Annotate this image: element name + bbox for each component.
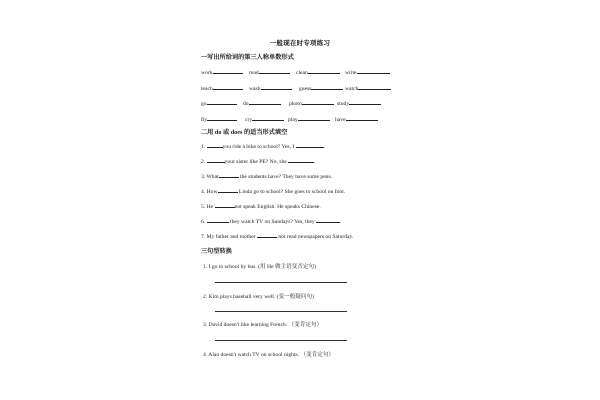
- transform-item-2: [203, 292, 314, 300]
- item-text: your sister like PE? No, she: [224, 159, 287, 165]
- word-teach: teach: [201, 86, 213, 92]
- item-hint: （变肯定句）: [300, 352, 335, 358]
- answer-blank[interactable]: [257, 232, 277, 238]
- page-title: 一般现在时专项练习: [269, 40, 331, 47]
- word-write: write: [345, 70, 357, 76]
- word-clean: clean: [296, 70, 308, 76]
- transform-item-4: [203, 350, 334, 358]
- item-number: 3.: [201, 174, 206, 180]
- word-guess: guess: [299, 86, 312, 92]
- item-number: 4.: [201, 189, 206, 195]
- item-sentence: 2. Kim plays baseball very well.: [203, 294, 276, 300]
- item-punct: .: [323, 144, 326, 150]
- answer-blank[interactable]: [311, 84, 343, 90]
- answer-blank[interactable]: [219, 172, 239, 178]
- answer-blank[interactable]: [357, 68, 390, 74]
- answer-blank[interactable]: [249, 99, 281, 105]
- word-fly: fly: [201, 117, 208, 123]
- fill-item-1: [201, 142, 325, 150]
- item-hint: (变一般疑问句): [276, 294, 314, 300]
- section3-heading: 三句型转换: [201, 248, 232, 255]
- answer-blank[interactable]: [298, 115, 330, 121]
- item-text: Linda go to school? She goes to school on foot.: [238, 189, 346, 195]
- item-text: My father and mother: [206, 234, 256, 240]
- answer-blank[interactable]: [207, 99, 237, 105]
- word-wash: wash: [249, 86, 261, 92]
- item-text: they watch TV on Sundays? Yes, they: [230, 219, 315, 225]
- answer-blank[interactable]: [218, 187, 238, 193]
- answer-blank[interactable]: [308, 68, 340, 74]
- fill-item-5: [201, 202, 321, 210]
- answer-blank[interactable]: [252, 115, 284, 121]
- item-text: not speak English. He speaks Chinese.: [234, 204, 321, 210]
- answer-blank[interactable]: [207, 142, 223, 148]
- answer-blank[interactable]: [207, 217, 229, 223]
- word-study: study: [337, 101, 350, 107]
- item-punct: .: [314, 159, 316, 165]
- fill-item-4: [201, 187, 345, 195]
- answer-blank[interactable]: [213, 68, 243, 74]
- word-watch: watch: [345, 86, 359, 92]
- fill-item-6: [201, 217, 341, 225]
- transform-item-1: [203, 262, 316, 270]
- item-number: 2.: [201, 159, 206, 165]
- word-play: play: [288, 117, 298, 123]
- item-text: How: [206, 189, 218, 195]
- fill-item-3: [201, 172, 332, 180]
- answer-blank[interactable]: [207, 115, 237, 121]
- answer-blank[interactable]: [215, 202, 235, 208]
- item-sentence: 3. David doesn't like learning French.: [203, 322, 288, 328]
- word-work: work: [201, 70, 213, 76]
- item-text: What: [206, 174, 219, 180]
- item-text: not read newspapers on Saturday.: [278, 234, 354, 240]
- item-number: 6.: [201, 219, 206, 225]
- word-do: do: [243, 101, 249, 107]
- answer-blank[interactable]: [259, 68, 290, 74]
- answer-line[interactable]: [215, 282, 347, 283]
- item-text: He: [206, 204, 214, 210]
- section1-heading: 一写出所给词的第三人称单数形式: [201, 54, 294, 61]
- item-text: you ride a bike to school? Yes, I: [222, 144, 295, 150]
- answer-blank[interactable]: [288, 157, 314, 163]
- item-hint: (用 He 做主语变否定句): [258, 264, 316, 270]
- answer-blank[interactable]: [316, 217, 340, 223]
- answer-blank[interactable]: [213, 84, 243, 90]
- item-number: 5.: [201, 204, 206, 210]
- word-read: read: [249, 70, 259, 76]
- transform-item-3: [203, 320, 322, 328]
- item-sentence: 1. I go to school by bus.: [203, 264, 257, 270]
- fill-item-2: [201, 157, 316, 165]
- item-number: 1.: [201, 144, 206, 150]
- answer-blank[interactable]: [349, 99, 381, 105]
- answer-blank[interactable]: [346, 115, 378, 121]
- item-number: 7.: [201, 234, 206, 240]
- word-cry: cry: [245, 117, 253, 123]
- item-text: the students have? They have some pens.: [240, 174, 333, 180]
- answer-blank[interactable]: [207, 157, 225, 163]
- item-punct: .: [340, 219, 342, 225]
- answer-blank[interactable]: [261, 84, 292, 90]
- answer-blank[interactable]: [358, 84, 391, 90]
- word-photo: photo: [289, 101, 302, 107]
- word-go: go: [201, 101, 207, 107]
- fill-item-7: [201, 232, 353, 240]
- answer-blank[interactable]: [302, 99, 334, 105]
- word-have: have: [335, 117, 346, 123]
- answer-line[interactable]: [215, 340, 347, 341]
- section2-heading: 二用 do 或 does 的适当形式填空: [201, 129, 288, 136]
- item-hint: （变肯定句）: [288, 322, 323, 328]
- answer-blank[interactable]: [296, 142, 324, 148]
- answer-line[interactable]: [215, 311, 347, 312]
- item-sentence: 4. Alan doesn't watch TV on school nights.: [203, 352, 300, 358]
